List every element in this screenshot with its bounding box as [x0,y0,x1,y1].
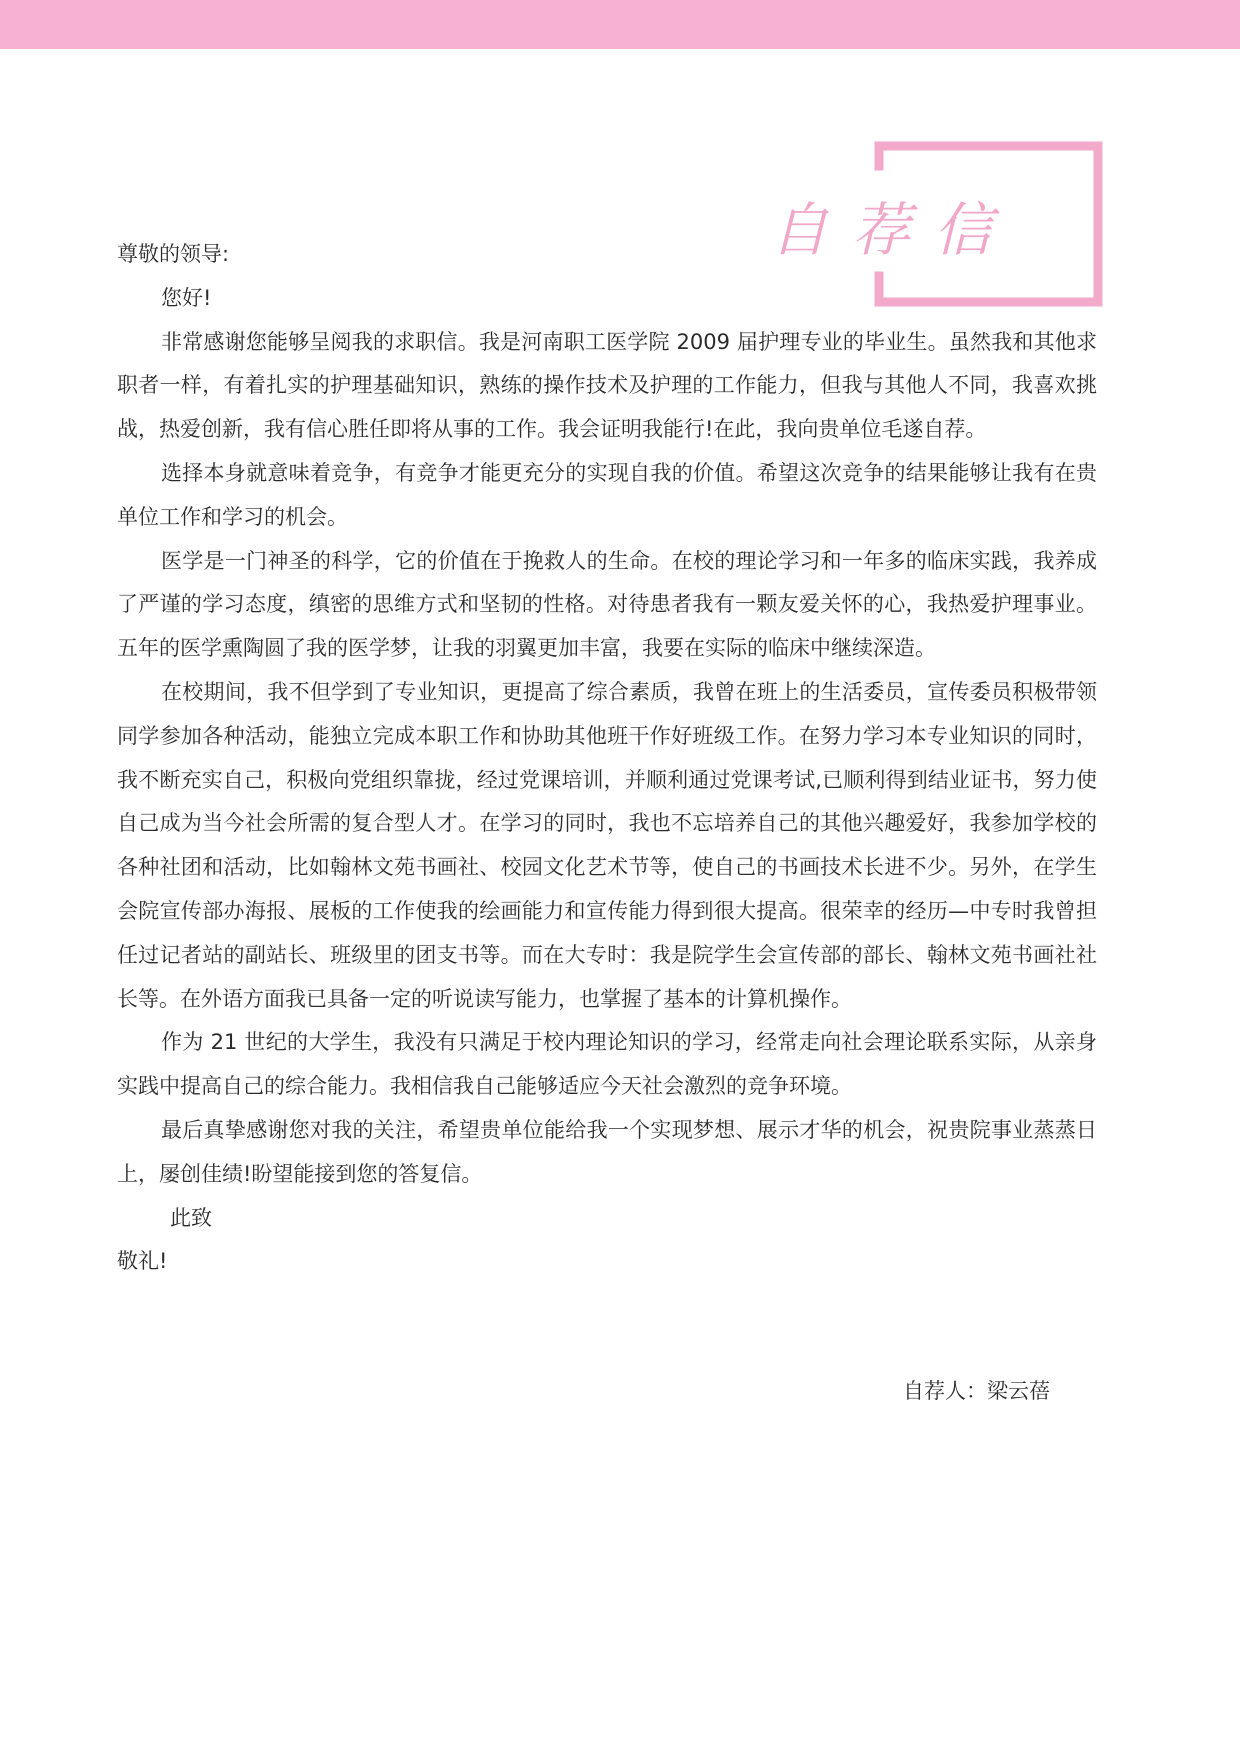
paragraph-intro: 非常感谢您能够呈阅我的求职信。我是河南职工医学院 2009 届护理专业的毕业生。虽然我和其他求职者一样，有着扎实的护理基础知识，熟练的操作技术及护理的工作能力，但我与其他人不同，我喜欢挑战，热爱创新，我有信心胜任即将从事的工作。我会证明我能行!在此，我向贵单位毛遂自荐。 [117,329,1097,442]
top-accent-band [0,0,1240,49]
closing: 此致 [170,1205,212,1230]
salutation: 尊敬的领导: [117,242,230,266]
paragraph-competition: 选择本身就意味着竞争，有竞争才能更充分的实现自我的价值。希望这次竞争的结果能够让我有在贵单位工作和学习的机会。 [117,460,1097,529]
paragraph-ability: 作为 21 世纪的大学生，我没有只满足于校内理论知识的学习，经常走向社会理论联系实际，从亲身实践中提高自己的综合能力。我相信我自己能够适应今天社会激烈的竞争环境。 [117,1030,1097,1099]
paragraph-school-experience: 在校期间，我不但学到了专业知识，更提高了综合素质，我曾在班上的生活委员，宣传委员积极带领同学参加各种活动，能独立完成本职工作和协助其他班干作好班级工作。在努力学习本专业知识的同时，我不断充实自己，积极向党组织靠拢，经过党课培训，并顺利通过党课考试,已顺利得到结业证书，努力使自己成为当今社会所需的复合型人才。在学习的同时，我也不忘培养自己的其他兴趣爱好，我参加学校的各种社团和活动，比如翰林文苑书画社、校园文化艺术节等，使自己的书画技术长进不少。另外，在学生会院宣传部办海报、展板的工作使我的绘画能力和宣传能力得到很大提高。很荣幸的经历—中专时我曾担任过记者站的副站长、班级里的团支书等。而在大专时：我是院学生会宣传部的部长、翰林文苑书画社社长等。在外语方面我已具备一定的听说读写能力，也掌握了基本的计算机操作。 [117,679,1097,1011]
regards: 敬礼! [117,1249,168,1274]
letter-title: 自荐信 [770,196,1017,264]
paragraph-thanks: 最后真挚感谢您对我的关注，希望贵单位能给我一个实现梦想、展示才华的机会，祝贵院事业蒸蒸日上，屡创佳绩!盼望能接到您的答复信。 [117,1117,1097,1186]
letter-body [117,233,1097,1284]
greeting: 您好! [161,285,212,310]
signature: 自荐人：梁云蓓 [903,1379,1050,1403]
paragraph-medicine: 医学是一门神圣的科学，它的价值在于挽救人的生命。在校的理论学习和一年多的临床实践，我养成了严谨的学习态度，缜密的思维方式和坚韧的性格。对待患者我有一颗友爱关怀的心，我热爱护理事业。五年的医学熏陶圆了我的医学梦，让我的羽翼更加丰富，我要在实际的临床中继续深造。 [117,548,1097,661]
